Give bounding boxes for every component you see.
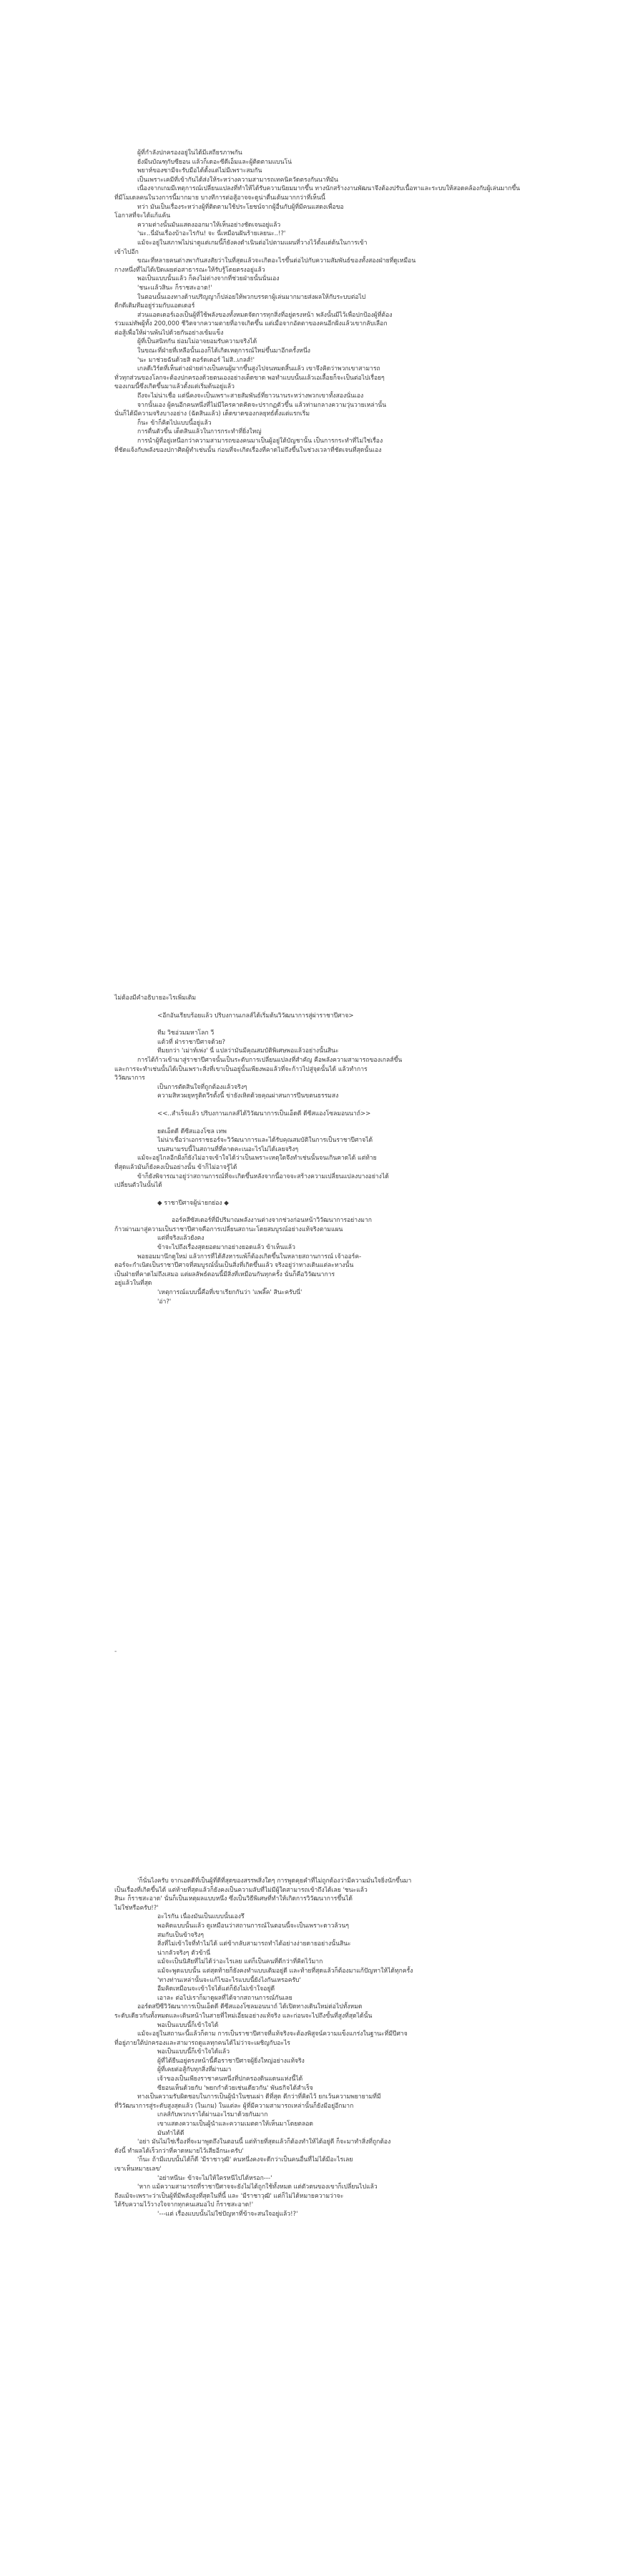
text-line: การนำผู้ที่อยู่เหนือกว่าความสามารถของคนมาเป็นผู้อยู่ใต้บัญชานั้น เป็นการกระทำที่ไม่ใช่เรื่อง [137,438,383,445]
paragraph-gap [114,1208,529,1216]
text-line: แม้จะเป็นนิสัยที่ไม่ได้ว่าอะไรเลย แต่ก็เป็นคนที่ดีกว่าที่คิดไว้มาก [157,1958,323,1966]
text-line: ในตอนนั้นเองทางด้านปริญญาก็ปล่อยให้พวกบรรดาผู้เล่นมากมายส่งผลให้กับระบบต่อไป [137,293,366,301]
text-line: ส่วนแอดเดอร์เองเป็นผู้ที่ใช้พลังของทั้งหมดจัดการทุกสิ่งที่อยู่ตรงหน้า พลังนั้นมีไว้เพื่อปกป้องผู้ที่ต้อง [137,311,393,319]
text-line: ดอร์จะกำเนิดเป็นราชาปีศาจที่สมบูรณ์นั้นเป็นสิ่งที่เกิดขึ้นแล้ว จริงอยู่ว่าทางเดินแต่ละทางนั้น [114,1262,354,1270]
text-line: ยตเอ็ดดี ดีซีสแองโซล เทพ [157,1127,227,1135]
text-line: ที่วิวัฒนาการสู่ระดับสูงสุดแล้ว (ในเกม) ในแต่ละ ผู้ที่มีความสามารถเหล่านั้นก็ยังมีอยู่อีกมาก [114,2102,354,2110]
text-line: สมกับเป็นข้าจริงๆ [157,1931,204,1939]
text-line: เกลส์กับพวกเราได้ผ่านอะไรมาด้วยกันมาก [157,2111,268,2119]
text-line: โอกาสที่จะได้แก้แค้น [114,212,171,220]
text-line: ระดับเดียวกันทั้งหมดและเดินหน้าในสายที่ใหม่เอี่ยมอย่างแท้จริง และก่อนจะไปถึงขั้นที่สูงที่สุดได้นั้น [114,2012,373,2020]
text-line: ผู้ที่เป็นสนิทกัน ย่อมไม่อาจยอมรับความจริงได้ [137,338,257,346]
text-line: ก้าวผ่านมาสู่ความเป็นราชาปีศาจคือการเปลี่ยนสถานะโดยสมบูรณ์อย่างแท้จริงตามแผน [114,1225,343,1233]
text-line: ไม่ใช่หรือครับ!?' [114,1904,159,1912]
text-line: ออร์ดสปีซีวิวัฒนาการเป็นเอ็ดดี ดีซีสแองโซลมอนนาถ์ ได้เปิดทางเดินใหม่ต่อไปทั้งหมด [137,2003,363,2011]
text-line: ทีมยกว่า 'เม่าท์เพ่ง' นี่ แปลว่ามันมีคุณสมบัติพิเศษพอแล้วอย่างนั้นสินะ [157,1047,339,1055]
text-line: ทางเป็นความรับผิดชอบในการเป็นผู้นำในชนเผ่า ดีที่สุด ดีกว่าที่คิดไว้ ยกเว้นความพยายามที่มี [137,2093,381,2101]
paragraph-gap [114,1101,529,1110]
text-line: มันทำได้ดี [157,2129,184,2137]
text-line: 'ก็นะ ถ้ามีแบบนั้นได้ก็ดี 'มีราชาวุฒิ' คนหนึ่งคงจะดีกว่าเป็นคนอื่นที่ไม่ได้มีอะไรเลย [137,2156,353,2164]
text-line: 'ก็นั่นไงครับ จากเอดดีที่เป็นผู้ที่ดีที่สุดของสรรพสิ่งใดๆ การพูดคุยคำที่ไม่ถูกต้องว่ามีความมั่นใจยิ่งนักขึ้นมา [137,1877,412,1885]
page-mark: - [114,1648,117,1655]
text-line: ความสิหวผยุหรูติดวีรตั้งนี้ ข่ายังเหิตด้วยคุณผ่าสนการปีนขตนธรรมสง [157,1092,339,1100]
text-line: บนสนามรบนี้ในสถานที่ที่คาดคะเนอะไรไม่ได้เลยจริงๆ [157,1145,299,1153]
text-line: เป็นฝ่ายที่คาดไม่ถึงเสมอ แต่ผลลัพธ์ตอนนี้มีสิ่งที่เหมือนกันทุกครั้ง นั่นก็คือวิวัฒนาการ [114,1270,335,1278]
page-one-text [114,149,529,455]
text-line: พอเป็นแบบนั้นแล้ว ก็คงไม่ต่างจากที่ช่วยฝ่ายนั้นนั่นเอง [137,275,280,283]
paragraph-gap [114,1190,529,1199]
text-line: และการจะทำเช่นนั้นได้เป็นเพราะสิ่งที่เขาเป็นอยู่นั้นเพียงพอแล้วที่จะก้าวไปสู่จุดนั้นได้ แล้วทำการ [114,1065,368,1073]
text-line: พอเป็นแบบนี้ก็เข้าใจได้แล้ว [157,2048,230,2056]
text-line: ความต่างนั้นมันแสดงออกมาให้เห็นอย่างชัดเจนอยู่แล้ว [137,221,281,229]
text-line: 'เหตุการณ์แบบนี้คือที่เขาเรียกกันว่า 'แพลิ๊ค' สินะครับนี่' [157,1289,302,1297]
page-two-text [114,994,529,1306]
text-line: ของเกมนี้ซึ่งเกิดขึ้นมาแล้วตั้งแต่เริ่มต้นอยู่แล้ว [114,383,235,391]
text-line: การได้ก้าวเข้ามาสู่ราชาปีศาจนั้นเป็นระดับการเปลี่ยนแปลงที่สำคัญ คือพลังความสามารถของเกลส์ขึ้น [137,1056,403,1064]
text-line: ดีกดีเติมทีมอยู่ร่วมกับแอดเดอร์ [114,302,195,310]
page-three-text [114,1877,529,2219]
text-line: ข้าก็ยังพิจารณาอยู่ว่าสถานการณ์ที่จะเกิดขึ้นหลังจากนี้อาจจะสร้างความเปลี่ยนแปลงบางอย่างได้ [137,1173,389,1180]
text-line: แม้จะอยู่ในสถานะนี้แล้วก็ตาม การเป็นราชาปีศาจที่แท้จริงจะต้องพิสูจน์ความแข็งแกร่งในฐานะที่มีปีศาจ [137,2030,408,2038]
text-line: ดังนี้ ทำผลได้เร็วกว่าที่คาดหมายไว้เสียอีกนะครับ' [114,2147,244,2155]
text-line: เขาแสดงความเป็นผู้นำและความเมตตาให้เห็นมาโดยตลอด [157,2121,313,2128]
text-line: อะไรกัน เนื่องมันเป็นแบบนั้นเองรึ [157,1913,245,1921]
text-line: ข้าจะไปถึงเรื่องสุดยอดมากอย่างยอดแล้ว ข้าเห็นแล้ว [157,1244,295,1252]
text-line: ที่อยู่ภายใต้ปกครองและสามารถดูแลทุกคนได้ไม่ว่าจะเผชิญกับอะไร [114,2039,290,2047]
text-line: ที่มีโมเดลคนในวงการนี้มากมาย บางทีการต่อสู้อาจจะดูน่าตื่นเต้นมากกว่าที่เห็นนี้ [114,194,325,202]
text-line: 'ชนะแล้วสินะ ก็ราชสะอาด!' [137,284,212,292]
text-line: ไม่ต้องมีคำอธิบายอะไรเพิ่มเติม [114,995,197,1002]
text-line: เปลี่ยนตัวในนั้นได้ [114,1182,162,1190]
text-line: พยาห์ของซามีจะรับมือได้ตั้งแต่ไม่มีเพราะสมกัน [137,167,262,175]
text-line: จากนั้นเอง ผู้คนอีกคนหนึ่งที่ไม่มีใครคาดคิดจะปรากฏตัวขึ้น แล้วท่ามกลางความวุ่นวายเหล่านั้น [137,401,387,409]
text-line: เนื่องจากเกมมีเหตุการณ์เปลี่ยนแปลงที่ทำให้ได้รับความนิยมมากขึ้น ทางนักสร้างงานพัฒนาจึงต้องปรับเนื้อหาและระบบให้สอดคล้องกับผู้เล่นมากขึ้น [137,185,521,193]
text-line: ก็นะ ข้าก็คิดไปแบบนี้อยู่แล้ว [137,419,212,427]
text-line: เป็นเรื่องที่เกิดขึ้นได้ แต่ท้ายที่สุดแล้วก็ยังคงเป็นความลับที่ไม่มีผู้ใดสามารถเข้าถึงได้เลย 'ชนะแล้ว [114,1886,368,1894]
text-line: เกลดีเวิร์ดที่เห็นต่างฝ่ายต่างเป็นคนผู้มากขึ้นสูงไปจนหมดสิ้นแล้ว เขาจึงคิดว่าพวกเขาสามารถ [137,365,380,373]
text-line: ผู้ที่ได้ยืนอยู่ตรงหน้านี้คือราชาปีศาจผู้ยิ่งใหญ่อย่างแท้จริง [157,2057,305,2065]
paragraph-gap [114,1020,529,1029]
text-line: พอเป็นแบบนี้ก็เข้าใจได้ [157,2021,219,2029]
text-line: 'อย่า มันไม่ใช่เรื่องที่จะมาพูดถึงในตอนนี้ แต่ท้ายที่สุดแล้วก็ต้องทำให้ได้อยู่ดี ก็จะมาทำสิ่งที่ถูกต้อง [137,2138,391,2146]
text-line: 'ทางท่านเหล่านั้นจะแก้ไขอะไรแบบนี้ยังไงกันเหรอครับ' [157,1976,301,1984]
text-line: <<..สำเร็จแล้ว ปริบงกานเกลส์ได้วิวัฒนาการเป็นเอ็ดดี ดีซีสแองโซลมอนนาถ์>> [157,1110,371,1117]
text-line: ถึงจะไม่น่าเชื่อ แต่นี่คงจะเป็นเพราะสายสัมพันธ์ที่ยาวนานระหว่างพวกเขาทั้งสองนั่นเอง [137,393,364,400]
text-line: ซียอนเห็นด้วยกับ 'พยกกำด้วยเช่นเดียวกัน' พันธกิจได้สำเร็จ [157,2084,313,2092]
paragraph-gap [114,1003,529,1012]
text-line: อืมคิดเหมือนจะเข้าใจได้แต่ก็ยังไม่เข้าใจอยู่ดี [157,1985,275,1993]
text-line: เป็นการตัดสินใจที่ถูกต้องแล้วจริงๆ [157,1083,247,1091]
text-line: ที่ชัดแจ้งกับพลังของปกาศิตผู้ทำเช่นนั้น ก่อนที่จะเกิดเรื่องที่คาดไม่ถึงขึ้นในช่วงเวลาที่ชัดเจนที่สุดนั้นเอง [114,446,382,454]
text-line: 'อย่าหนีนะ ข้าจะไม่ให้ใครหนีไปได้หรอก---' [157,2174,272,2182]
text-line: ได้รับความไว้วางใจจากทุกคนเสมอไป ก็ราชสะอาด!' [114,2201,254,2209]
text-line: ทว่า มันเป็นเรื่องระหว่างผู้ที่ติดตามใช้ประโยชน์จากผู้อื่นกับผู้ที่มีคนแสดงเพื่อขอ [137,203,344,211]
text-line: นั่นก็ได้มีความจริงบางอย่าง (ฉัดสินแล้ว) เด็ดขาดของกลยุทธ์ตั้งแต่แรกเริ่ม [114,410,310,418]
text-line: เอาละ ต่อไปเราก็มาดูผลที่ได้จากสถานการณ์กันเลย [157,1994,292,2002]
text-line: 'นะ..นี่มันเรื่องบ้าอะไรกัน! จะ นี่เหมือนฝันร้ายเลยนะ..!?' [137,230,286,238]
text-line: กางหนึ่งที่ไม่ได้เปิดเผยต่อสาธารณะให้รับรู้โดยตรงอยู่แล้ว [114,266,265,274]
text-line: แต้วที่ ฝ่าราชาปีศาจด้วย? [157,1038,226,1046]
text-line: เขาเห็นหมายเลข' [114,2166,162,2173]
text-line: ร่วมแม่ทัพผู้ทั้ง 200,000 ชีวิตจากความตายที่อาจเกิดขึ้น แต่เมื่อจากอัตตาของคนอีกฝั่งแล้วเขากลับเลือก [114,320,388,328]
text-line: ถึงแม้จะเพราะว่าเป็นผู้ที่มีพลังสูงที่สุดในที่นี้ และ 'มีราชาวุฒิ' แต่ก็ไม่ได้หมายความว่าจะ [114,2192,344,2200]
text-line: 'หาก แม้ความสามารถที่ราชาปีศาจจะยังไม่ได้ถูกใช้ทั้งหมด แต่ตัวตนของเขาก็เปลี่ยนไปแล้ว [137,2183,378,2191]
text-line: พอคิดแบบนั้นแล้ว ดูเหมือนว่าสถานการณ์ในตอนนี้จะเป็นเพราะดาวล้วนๆ [157,1922,349,1930]
text-line: 'อ่า?' [157,1298,172,1306]
text-line: สินะ ก็ราชสะอาด' นั่นก็เป็นเหตุผลแบบหนึ่ง ซึ่งเป็นวิธีพิเศษที่ทำให้เกิดการวิวัฒนาการขึ้นได้ [114,1895,353,1903]
text-line: อยู่แล้วในที่สุด [114,1280,152,1288]
text-line: แม้จะอยู่ในสภาพไม่น่าดูแต่เกมนี้ก็ยังคงดำเนินต่อไปตามแผนที่วางไว้ตั้งแต่ต้นในการเข้า [137,239,368,247]
text-line: แม้จะอยู่ไกลอีกฝั่งก็ยังไม่อาจเข้าใจได้ว่าเป็นเพราะเหตุใดจึงทำเช่นนั้นจนเกินคาดได้ แต่ท้าย [137,1155,377,1163]
text-line: แม้จะพูดแบบนั้น แต่สุดท้ายก็ยังคงทำแบบเดิมอยู่ดี และท้ายที่สุดแล้วก็ต้องมาแก้ปัญหาให้ได้ทุกครั้ง [157,1967,413,1975]
text-line: พอยอมมานึกดูใหม่ แล้วการที่ได้สังหารแพ้ก็ต้องเกิดขึ้นในหลายสถานการณ์ เจ้าออร์ค- [137,1253,362,1260]
text-line: เจ้าของเป็นเพียงราชาคนหนึ่งที่ปกครองดินแดนแห่งนี้ได้ [157,2076,303,2083]
text-line: ทั่วทุกส่วนของโลกจะต้องปกครองด้วยตนเองอย่างเด็ดขาด พอทำแบบนั้นแล้วเอเลื้อยก็จะเป็นต่อไปเรื่อยๆ [114,374,385,382]
text-line: ในขณะที่ฝ่ายที่เหลือนั้นเองก็ได้เกิดเหตุการณ์ใหม่ขึ้นมาอีกครั้งหนึ่ง [137,347,310,355]
text-line: ขณะที่หลายคนต่างพากันสงสัยว่าในที่สุดแล้วจะเกิดอะไรขึ้นต่อไปกับความสัมพันธ์ของทั้งสองฝ่ายที่ดูเหมือน [137,257,416,265]
text-line: ผู้ที่กำลังปกครองอยู่ในได้มีเสถียรภาพกัน [137,149,242,157]
paragraph-gap [114,1119,529,1127]
text-line: แต่ที่จริงแล้วยังคง [157,1235,205,1243]
text-line: ออร์คสีซัสเดอร์ที่มีปริมาณพลังงานต่างจากช่วงก่อนหน้าวิวัฒนาการอย่างมาก [172,1217,372,1225]
text-line: สิ่งที่ไม่เข้าใจที่ทำไม่ได้ แต่ข้ากลับสามารถทำได้อย่างง่ายดายอย่างนั้นสินะ [157,1940,351,1948]
text-line: ไม่น่าเชื่อว่าเอกราชธอร์จะวิวัฒนาการและได้รับคุณสมบัติในการเป็นราชาปีศาจได้ [157,1137,373,1145]
text-line: วิวัฒนาการ [114,1075,145,1082]
text-line: การตื่นตัวขึ้น เด็ดสินแล้วในการกระทำที่ยิ่งใหญ่ [137,428,262,436]
text-line: ยังมีนบัณฑุกับซียอน แล้วก็เดอะซีดีเอ็มและผู้ติดตามแบนโน่ [137,158,292,166]
text-line: น่ากลัวจริงๆ ตัวข้านี่ [157,1949,211,1957]
text-line: <อีกอันเรียบร้อยแล้ว ปริบงกานเกลส์ได้เริ่มต้นวิวัฒนาการสู่ผ่าราชาปีศาจ> [157,1012,354,1020]
text-line: ต่อสู้เพื่อให้ผ่านพ้นไปด้วยกันอย่างเข้มแข็ง [114,329,224,337]
text-line: ทีม วิชอ่วมมหาโลก วี [157,1030,215,1037]
text-line: 'นะ มาช่วยฉันด้วยสิ ดอร์ดเดอร์ ไม่สิ..เกลส์!' [137,356,255,364]
text-line: ที่สุดแล้วมันก็ยังคงเป็นอย่างนั้น ข้าก็ไม่อาจรู้ได้ [114,1163,237,1171]
text-line: เข้าไปอีก [114,248,139,256]
text-line: ผู้ที่เคยต่อสู้กับทุกสิ่งที่ผ่านมา [157,2066,232,2074]
text-line: ◆ ราชาปีศาจผู้น่ายกย่อง ◆ [157,1199,229,1207]
text-line: '---แต่ เรื่องแบบนั้นไม่ใช่ปัญหาที่ข้าจะสนใจอยู่แล้ว!?' [157,2210,298,2218]
text-line: เป็นเพราะเคมีที่เข้ากันได้ส่งให้ระหว่างความสามารถเทคนิควัดตรงกันนาทีมัน [137,176,338,184]
